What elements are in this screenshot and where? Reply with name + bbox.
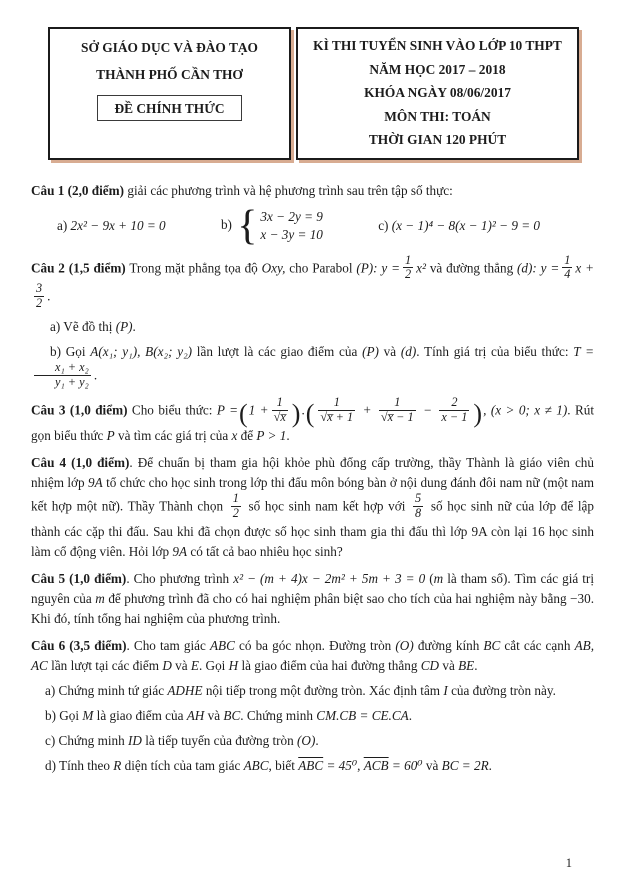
text-run: . bbox=[132, 318, 136, 334]
fraction-denominator: y₁ + y₂ bbox=[55, 374, 89, 389]
text-run: Cho biểu thức: bbox=[127, 402, 217, 418]
text-run: 9A bbox=[88, 474, 103, 490]
text-run: lần lượt là các giao điểm của bbox=[192, 343, 363, 359]
text-run: cho Parabol bbox=[285, 259, 357, 275]
text-run: là tiếp tuyến của đường tròn bbox=[141, 733, 298, 749]
text-run: x² bbox=[416, 259, 426, 275]
text-run: . bbox=[286, 427, 290, 443]
text-run: BC bbox=[223, 708, 241, 723]
text-run: $\overline{ACB}$ bbox=[363, 758, 389, 774]
text-run: A(x₁; y₁), B(x₂; y₂) bbox=[90, 343, 193, 359]
text-run: ) bbox=[473, 398, 483, 428]
text-run: . Rút gọn biểu thức bbox=[31, 402, 595, 443]
text-run: . Tính giá trị của biểu thức: bbox=[416, 343, 574, 359]
text-run: P > 1 bbox=[256, 427, 287, 443]
fraction-numerator: 1 bbox=[318, 396, 355, 411]
fraction-numerator: 2 bbox=[439, 396, 469, 411]
fraction-denominator: 4 bbox=[564, 267, 571, 282]
text-run: có ba góc nhọn. Đường tròn bbox=[234, 637, 396, 653]
exam-date-line: KHÓA NGÀY 08/06/2017 bbox=[364, 85, 511, 101]
text-run: . bbox=[315, 733, 319, 749]
text-run: 9A bbox=[172, 543, 188, 559]
text-run: BC bbox=[483, 637, 501, 653]
fraction-numerator: 1 bbox=[379, 396, 416, 411]
text-run: lần lượt tại các điểm bbox=[47, 657, 163, 673]
question-6-part-b bbox=[31, 706, 594, 726]
text-run: Oxy, bbox=[261, 259, 286, 275]
text-run: để phương trình đã cho có hai nghiệm phân biệt sao cho tích của hai nghiệm này bằng −30. Khi đó, tính tổng hai nghiệm của phương trình. bbox=[31, 590, 595, 626]
text-run: = 60⁰ bbox=[388, 758, 423, 774]
text-run: đường kính bbox=[413, 637, 484, 653]
text-run: ( bbox=[425, 570, 434, 586]
text-run: m bbox=[95, 590, 105, 606]
fraction-numerator: 5 bbox=[415, 491, 422, 505]
text-run: ID bbox=[127, 733, 142, 749]
text-run: . Cho phương trình bbox=[126, 570, 234, 586]
question-1-parts bbox=[31, 202, 594, 249]
text-run: Câu 6 (3,5 điểm) bbox=[31, 637, 127, 653]
text-run: b) bbox=[220, 216, 236, 232]
text-run: . bbox=[488, 758, 492, 774]
text-run: (P) bbox=[362, 343, 379, 359]
subject-line: MÔN THI: TOÁN bbox=[384, 108, 491, 124]
text-run: (O) bbox=[395, 637, 414, 653]
fraction bbox=[231, 492, 241, 521]
text-run: Câu 3 (1,0 điểm) bbox=[31, 402, 128, 418]
text-run: I bbox=[443, 682, 448, 698]
text-run: (P) bbox=[115, 318, 133, 334]
fraction-denominator: √x̅ bbox=[273, 410, 286, 425]
fraction bbox=[34, 282, 44, 311]
text-run: a) bbox=[57, 217, 71, 233]
text-run: R bbox=[113, 758, 122, 774]
question-6-part-c bbox=[31, 731, 594, 751]
fraction bbox=[318, 396, 355, 425]
text-run: BC = 2R bbox=[441, 758, 489, 774]
text-run: Câu 4 (1,0 điểm) bbox=[31, 454, 130, 470]
text-run: . Để chuẩn bị tham gia hội khỏe phù đổng cấp trường, thầy Thành là giáo viên chủ nhiệm lớp bbox=[31, 454, 594, 490]
text-run: là tham số). Tìm các giá trị nguyên của bbox=[31, 570, 594, 606]
text-run: . bbox=[301, 402, 305, 418]
text-run: P = bbox=[216, 402, 238, 418]
fraction-numerator: 3 bbox=[36, 281, 43, 296]
system-equations bbox=[260, 208, 322, 244]
text-run: . bbox=[93, 367, 98, 383]
text-run: số học sinh nam kết hợp với bbox=[243, 498, 411, 514]
fraction bbox=[379, 396, 416, 425]
fraction-numerator: x₁ + x₂ bbox=[34, 361, 91, 376]
fraction bbox=[413, 492, 423, 521]
text-run: và đường thẳng bbox=[425, 259, 518, 275]
text-run: a) Chứng minh tứ giác bbox=[45, 682, 168, 698]
text-run: Trong mặt phẳng tọa độ bbox=[125, 259, 262, 275]
text-run: − bbox=[418, 402, 437, 418]
question-2-part-b bbox=[31, 342, 594, 391]
text-run: (O) bbox=[297, 733, 316, 749]
text-run: ) bbox=[291, 398, 301, 428]
text-run: có tất cả bao nhiêu học sinh? bbox=[187, 543, 343, 559]
official-exam-stamp: ĐỀ CHÍNH THỨC bbox=[97, 95, 241, 121]
text-run: H bbox=[228, 657, 239, 673]
text-run: ( bbox=[238, 398, 248, 428]
text-run: và bbox=[171, 657, 191, 673]
text-run: tổ chức cho học sinh trong lớp thi đấu môn bóng bàn ở nội dung đánh đôi nam nữ (một nam kết hợp một nữ). Thầy Thành chọn bbox=[31, 474, 594, 514]
text-run: diện tích của tam giác bbox=[121, 758, 244, 774]
issuer-line-2: THÀNH PHỐ CẦN THƠ bbox=[96, 67, 243, 83]
text-run: để bbox=[237, 427, 257, 443]
text-run: a) Vẽ đồ thị bbox=[50, 318, 116, 334]
text-run: (x − 1)⁴ − 8(x − 1)² − 9 = 0 bbox=[391, 217, 540, 233]
text-run: và bbox=[422, 758, 442, 774]
fraction bbox=[272, 396, 288, 425]
question-1-part-c bbox=[378, 216, 540, 236]
fraction-numerator: 1 bbox=[405, 252, 412, 267]
fraction bbox=[403, 254, 413, 283]
text-run: BE bbox=[458, 657, 475, 673]
question-1-part-b bbox=[220, 202, 323, 249]
header bbox=[48, 27, 579, 160]
text-run: x² − (m + 4)x − 2m² + 5m + 3 = 0 bbox=[233, 570, 426, 586]
text-run: . bbox=[408, 708, 413, 723]
text-run: CM.CB = CE.CA bbox=[316, 708, 409, 723]
fraction-denominator: 8 bbox=[415, 505, 422, 520]
text-run: . Cho tam giác bbox=[126, 637, 210, 653]
text-run: x bbox=[231, 427, 238, 443]
text-run: là giao điểm của bbox=[93, 708, 187, 723]
text-run: , (x > 0; x ≠ 1) bbox=[483, 402, 568, 418]
text-run: . bbox=[474, 657, 478, 673]
text-run: D bbox=[162, 657, 172, 673]
text-run: số học sinh nữ của lớp để lập thành các cặp thi đấu. Sau khi đã chọn được số học sinh tham gia thi đấu thì lớp 9A còn lại 16 học sinh làm cổ động viên. Hỏi lớp bbox=[31, 498, 594, 559]
text-run: (d) bbox=[400, 343, 417, 359]
text-run: x + bbox=[575, 259, 594, 275]
text-run: b) Gọi bbox=[50, 343, 91, 359]
equation-system: { 3x − 2y = 9 x − 3y = 10 bbox=[237, 202, 323, 249]
text-run: (P): y = bbox=[356, 259, 401, 275]
text-run: $\overline{ABC}$ bbox=[298, 758, 324, 774]
text-run: Câu 1 (2,0 điểm) bbox=[31, 183, 125, 198]
text-run: CD bbox=[420, 657, 440, 673]
text-run: ABC bbox=[209, 637, 235, 653]
text-run: m bbox=[433, 570, 444, 586]
question-2-intro bbox=[31, 252, 594, 312]
text-run: M bbox=[82, 708, 94, 723]
fraction bbox=[439, 396, 469, 425]
question-2-part-a bbox=[31, 317, 594, 337]
text-run: AH bbox=[186, 708, 205, 723]
question-3 bbox=[31, 397, 594, 446]
text-run: và bbox=[439, 657, 459, 673]
text-run: (d): y = bbox=[517, 259, 560, 275]
question-4 bbox=[31, 453, 594, 562]
text-run: c) bbox=[378, 217, 392, 233]
fraction-denominator: 2 bbox=[36, 295, 43, 310]
fraction-numerator: 1 bbox=[272, 396, 288, 411]
text-run: = 45⁰ bbox=[323, 758, 358, 774]
fraction-denominator: 2 bbox=[405, 267, 412, 282]
school-year-line: NĂM HỌC 2017 – 2018 bbox=[369, 61, 506, 77]
text-run: giải các phương trình và hệ phương trình sau trên tập số thực: bbox=[124, 183, 453, 198]
fraction-denominator: x − 1 bbox=[441, 410, 468, 425]
issuer-line-1: SỞ GIÁO DỤC VÀ ĐÀO TẠO bbox=[81, 40, 258, 55]
text-run: 2x² − 9x + 10 = 0 bbox=[70, 217, 166, 233]
text-run: c) Chứng minh bbox=[45, 733, 128, 749]
text-run: . Chứng minh bbox=[240, 708, 317, 723]
question-6-part-a bbox=[31, 681, 594, 701]
text-run: của đường tròn này. bbox=[447, 682, 556, 698]
question-5 bbox=[31, 569, 594, 629]
text-run: AB, AC bbox=[31, 637, 594, 673]
question-1-part-a bbox=[57, 216, 166, 236]
text-run: cắt các cạnh bbox=[500, 637, 575, 653]
text-run: là giao điểm của hai đường thẳng bbox=[238, 657, 421, 673]
text-run: , bbox=[357, 758, 364, 774]
text-run: . bbox=[47, 288, 51, 304]
text-run: ( bbox=[305, 398, 315, 428]
text-run: d) Tính theo bbox=[45, 758, 114, 774]
question-1-intro bbox=[31, 181, 594, 201]
text-run: Câu 5 (1,0 điểm) bbox=[31, 570, 127, 586]
text-run: T = bbox=[573, 343, 594, 359]
issuer-box bbox=[48, 27, 291, 160]
duration-line: THỜI GIAN 120 PHÚT bbox=[368, 132, 507, 148]
text-run: và bbox=[378, 343, 401, 359]
page-number: 1 bbox=[565, 856, 572, 870]
fraction-denominator: √x̅ + 1 bbox=[320, 410, 354, 425]
text-run: và tìm các giá trị của bbox=[114, 427, 232, 443]
text-run: + bbox=[358, 402, 376, 418]
text-run: b) Gọi bbox=[45, 708, 83, 723]
question-6-part-d bbox=[31, 756, 594, 776]
text-run: và bbox=[204, 708, 224, 723]
fraction-denominator: 2 bbox=[232, 505, 239, 520]
fraction-denominator: √x̅ − 1 bbox=[380, 410, 414, 425]
text-run: , biết bbox=[268, 758, 299, 774]
exam-info-box bbox=[296, 27, 579, 160]
text-run: . Gọi bbox=[198, 657, 229, 673]
text-run: ADHE bbox=[167, 682, 203, 698]
exam-title-line: KÌ THI TUYỂN SINH VÀO LỚP 10 THPT bbox=[313, 38, 562, 53]
fraction-numerator: 1 bbox=[232, 491, 239, 505]
system-equation: 3x − 2y = 9 bbox=[260, 209, 323, 225]
fraction-numerator: 1 bbox=[564, 252, 571, 267]
text-run: E bbox=[190, 657, 199, 673]
text-run: Câu 2 (1,5 điểm) bbox=[31, 259, 126, 275]
text-run: P bbox=[106, 427, 115, 443]
text-run: ABC bbox=[243, 758, 269, 774]
text-run: nội tiếp trong một đường tròn. Xác định tâm bbox=[202, 682, 444, 698]
text-run: 1 + bbox=[248, 402, 269, 418]
question-6-intro bbox=[31, 636, 594, 676]
system-equation: x − 3y = 10 bbox=[260, 226, 323, 242]
fraction bbox=[34, 361, 91, 390]
fraction bbox=[562, 254, 572, 283]
